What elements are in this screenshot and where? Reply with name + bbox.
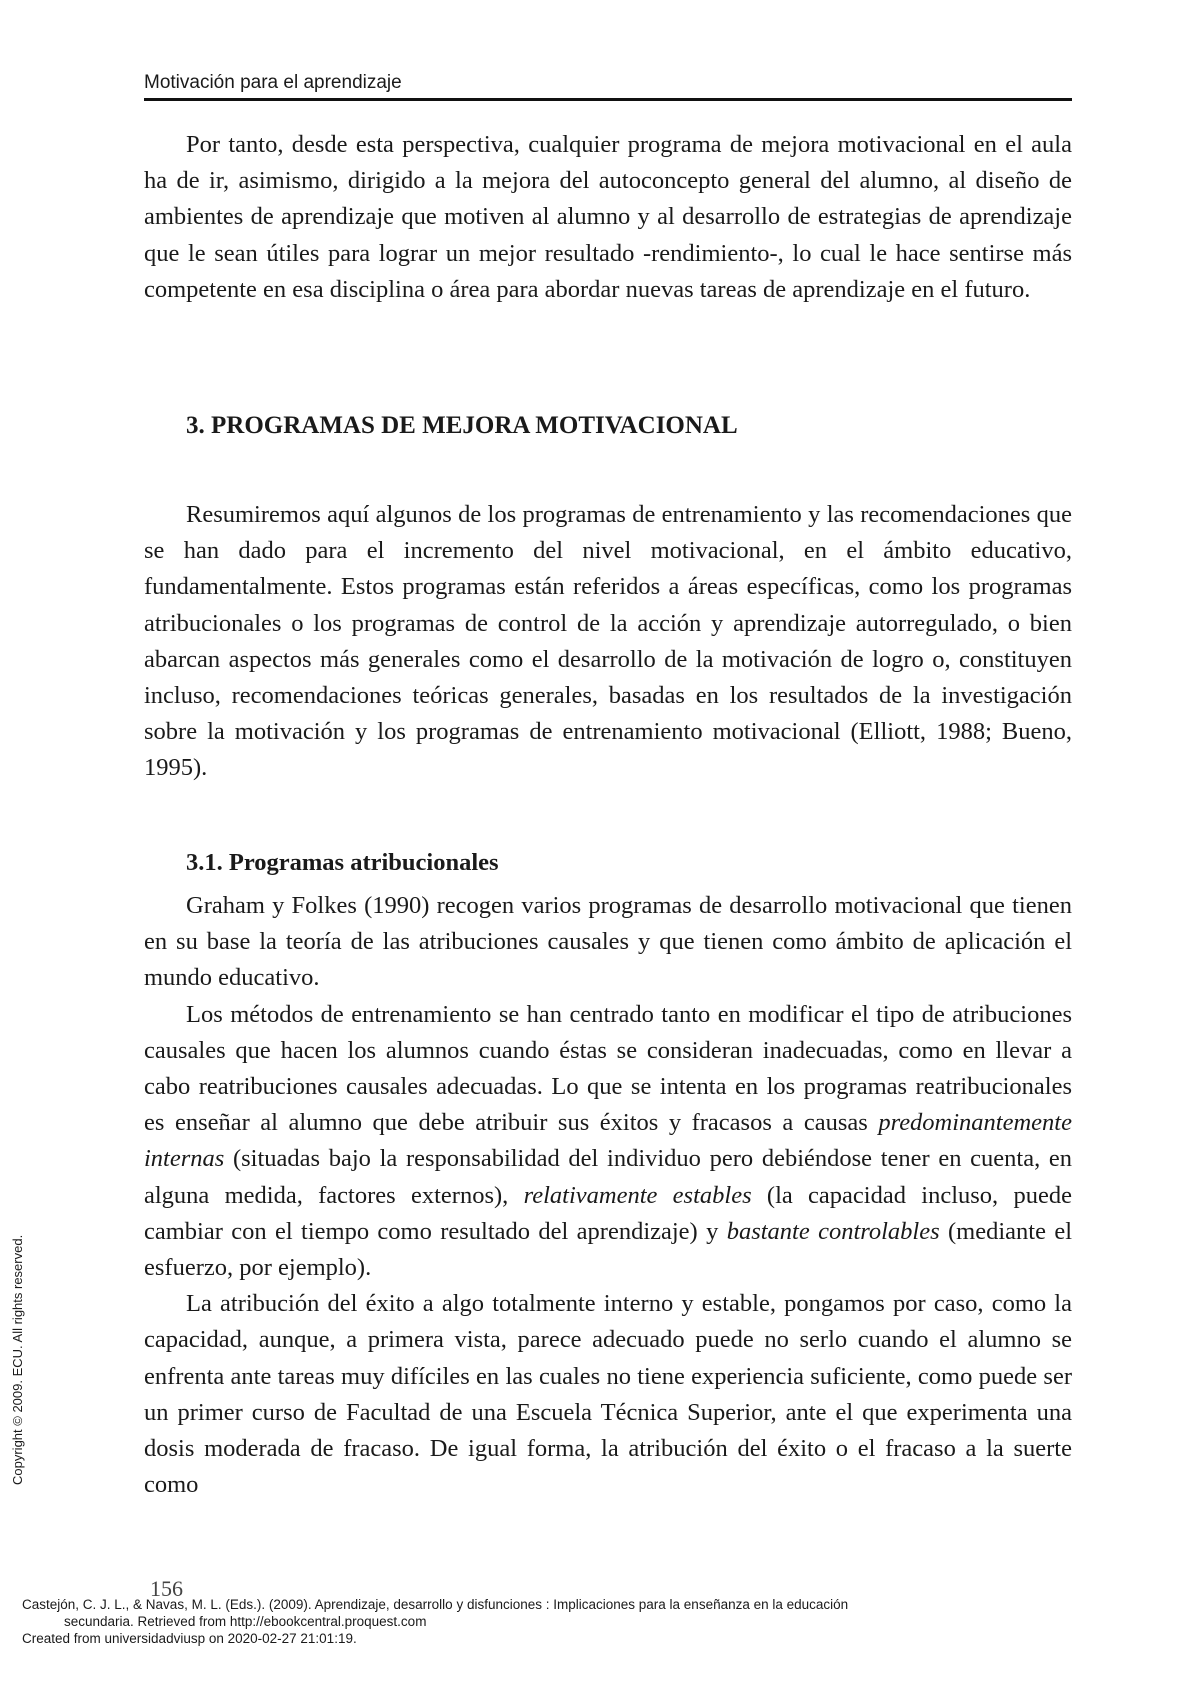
p2-text-3: (la capacidad incluso, puede cambiar con el tiempo como resultado del aprendizaje) y	[144, 1181, 1072, 1245]
subsection-paragraph-2	[144, 997, 1072, 1287]
section-paragraph: Resumiremos aquí algunos de los programas de entrenamiento y las recomendaciones que se han dado para el incremento del nivel motivacional, en el ámbito educativo, fundamentalmente. Estos programas están referidos a áreas específicas, como los programas atribucionales o los programas de control de la acción y aprendizaje autorregulado, o bien abarcan aspectos más generales como el desarrollo de la motivación de logro o, constituyen incluso, recomendaciones teóricas generales, basadas en los resultados de la investigación sobre la motivación y los programas de entrenamiento motivacional (Elliott, 1988; Bueno, 1995).	[144, 501, 1072, 782]
p2-emphasis-1: predominantemente internas	[144, 1109, 1072, 1173]
running-header: Motivación para el aprendizaje	[144, 72, 1072, 101]
intro-text	[144, 127, 1072, 308]
section-text	[144, 497, 1072, 787]
intro-paragraph: Por tanto, desde esta perspectiva, cualquier programa de mejora motivacional en el aula ha de ir, asimismo, dirigido a la mejora del autoconcepto general del alumno, al diseño de ambientes de aprendizaje que motiven al alumno y al desarrollo de estrategias de aprendizaje que le sean útiles para lograr un mejor resultado -rendimiento-, lo cual le hace sentirse más competente en esa disciplina o área para abordar nuevas tareas de aprendizaje en el futuro.	[144, 131, 1072, 303]
citation-line: Created from universidadviusp on 2020-02-27 21:01:19.	[22, 1631, 357, 1646]
citation-footer	[22, 1596, 1022, 1647]
p2-emphasis-2: relativamente estables	[523, 1181, 752, 1209]
p2-text-4: (mediante el esfuerzo, por ejemplo).	[144, 1217, 1073, 1282]
subsection-paragraph-3: La atribución del éxito a algo totalmente interno y estable, pongamos por caso, como la capacidad, aunque, a primera vista, parece adecuado puede no serlo cuando el alumno se enfrenta ante tareas muy difíciles en las cuales no tiene experiencia suficiente, como puede ser un primer curso de Facultad de una Escuela Técnica Superior, ante el que experimenta una dosis moderada de fracaso. De igual forma, la atribución del éxito o el fracaso a la suerte como	[144, 1290, 1072, 1499]
section-heading: 3. PROGRAMAS DE MEJORA MOTIVACIONAL	[186, 412, 738, 439]
page-number: 156	[150, 1576, 183, 1601]
copyright-notice: Copyright © 2009. ECU. All rights reserved.	[10, 1234, 25, 1485]
p2-text-1: Los métodos de entrenamiento se han centrado tanto en modificar el tipo de atribuciones causales que hacen los alumnos cuando éstas se consideran inadecuadas, como en llevar a cabo reatribuciones causales adecuadas. Lo que se intenta en los programas reatribucionales es enseñar al alumno que debe atribuir sus éxitos y fracasos a causas	[144, 1000, 1072, 1137]
subsection-heading: 3.1. Programas atribucionales	[186, 849, 499, 876]
p2-emphasis-3: bastante controlables	[726, 1217, 940, 1245]
subsection-text	[144, 888, 1072, 1503]
citation-line: Castejón, C. J. L., & Navas, M. L. (Eds.). (2009). Aprendizaje, desarrollo y disfunciones : Implicaciones para la enseñanza en la educación	[22, 1597, 849, 1612]
subsection-paragraph-1: Graham y Folkes (1990) recogen varios programas de desarrollo motivacional que tienen en su base la teoría de las atribuciones causales y que tienen como ámbito de aplicación el mundo educativo.	[144, 892, 1072, 992]
p2-text-2: (situadas bajo la responsabilidad del individuo pero debiéndose tener en cuenta, en alguna medida, factores externos),	[144, 1145, 1072, 1209]
citation-line: secundaria. Retrieved from http://ebookcentral.proquest.com	[64, 1614, 427, 1629]
